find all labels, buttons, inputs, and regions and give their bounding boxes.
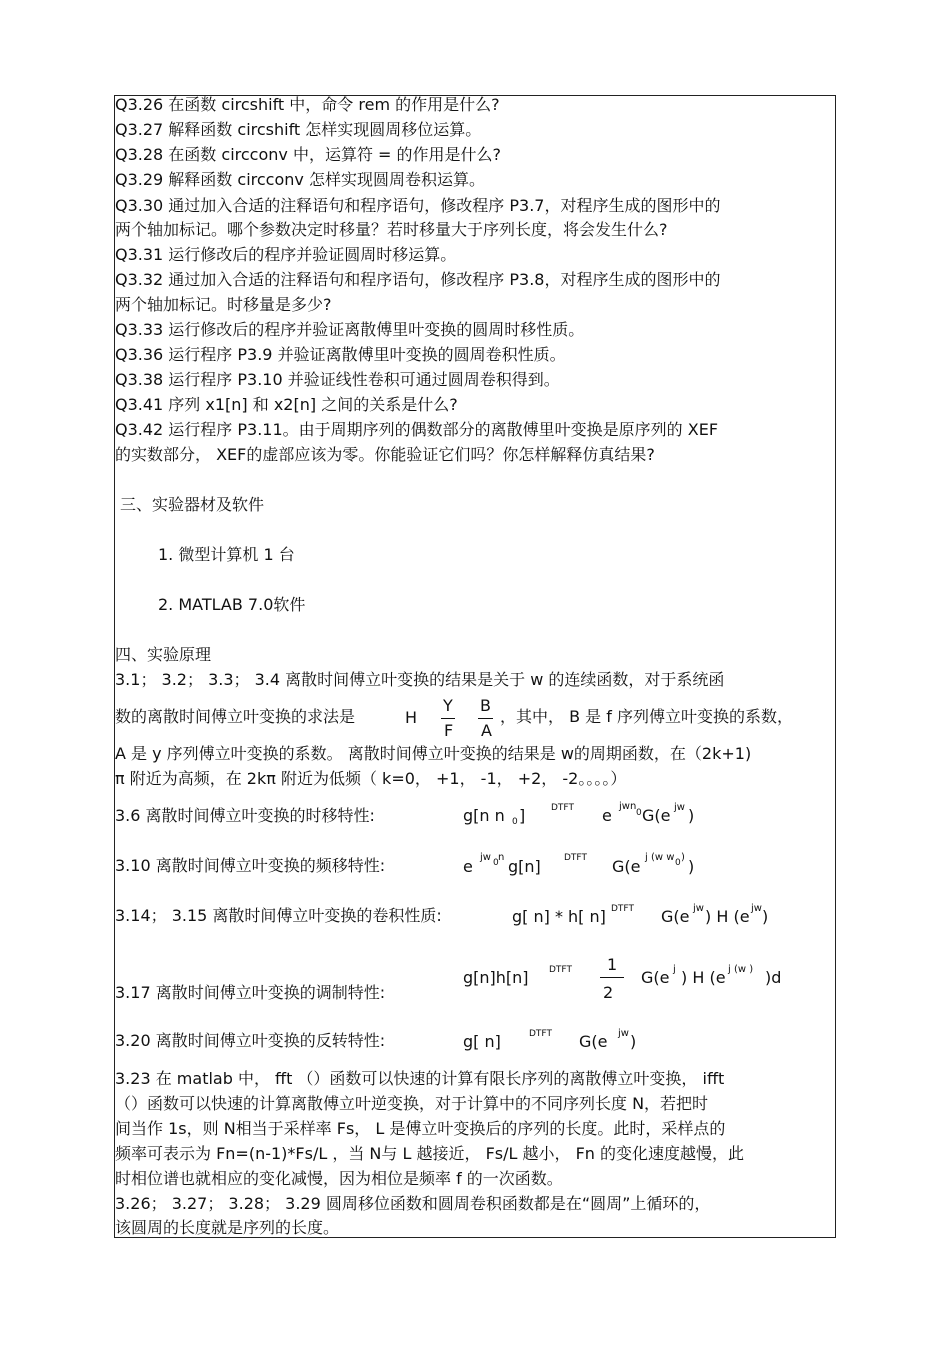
formula-rhs: ) H (e [681, 968, 726, 987]
formula-superscript: jwn [619, 801, 637, 812]
dtft-arrow-label: DTFT [549, 965, 572, 975]
formula-symbol: H [405, 708, 418, 727]
formula-superscript: j [673, 964, 676, 975]
formula-subscript: 0 [512, 817, 518, 827]
formula-lhs: g[n]h[n] [463, 968, 529, 987]
property-label: 3.6 离散时间傅立叶变换的时移特性: [115, 806, 375, 825]
property-label: 3.20 离散时间傅立叶变换的反转特性: [115, 1031, 386, 1050]
property-label: 3.14； 3.15 离散时间傅立叶变换的卷积性质: [115, 906, 442, 925]
formula-superscript: jw [618, 1028, 629, 1039]
paragraph-line: π 附近为高频，在 2kπ 附近为低频（ k=0， +1， -1， +2， -2。。。。） [115, 769, 627, 788]
property-label: 3.17 离散时间傅立叶变换的调制特性: [115, 983, 386, 1002]
dtft-arrow-label: DTFT [611, 904, 634, 914]
formula-rhs: e [602, 806, 612, 825]
content-frame [114, 95, 836, 1238]
formula-numerator: B [480, 696, 491, 715]
question-line: 两个轴加标记。哪个参数决定时移量？若时移量大于序列长度，将会发生什么? [115, 220, 668, 239]
fraction-bar [441, 718, 455, 719]
section-heading: 三、实验器材及软件 [120, 495, 265, 514]
paragraph-line: 3.1； 3.2； 3.3； 3.4 离散时间傅立叶变换的结果是关于 w 的连续函数，对于系统函 [115, 670, 725, 689]
question-line: 两个轴加标记。时移量是多少? [115, 295, 332, 314]
formula-rhs: G(e [641, 968, 670, 987]
formula-rhs: G(e [642, 806, 671, 825]
formula-superscript: ) [681, 852, 685, 863]
formula-superscript: jw [693, 903, 704, 914]
formula-superscript: jw [674, 802, 685, 813]
formula-denominator: A [481, 721, 492, 740]
paragraph-line: （）函数可以快速的计算离散傅立叶逆变换，对于计算中的不同序列长度 N，若把时 [115, 1094, 709, 1113]
paragraph-line: 频率可表示为 Fn=(n-1)*Fs/L ，当 N与 L 越接近， Fs/L 越小， Fn 的变化速度越慢，此 [115, 1144, 745, 1163]
formula-subscript: 0 [493, 858, 499, 868]
question-line: Q3.30 通过加入合适的注释语句和程序语句，修改程序 P3.7，对程序生成的图形中的 [115, 196, 721, 215]
question-line: Q3.31 运行修改后的程序并验证圆周时移运算。 [115, 245, 457, 264]
formula-rhs: ) [762, 907, 769, 926]
question-line: Q3.36 运行程序 P3.9 并验证离散傅里叶变换的圆周卷积性质。 [115, 345, 566, 364]
formula-numerator: Y [443, 696, 453, 715]
paragraph-line: A 是 y 序列傅立叶变换的系数。 离散时间傅立叶变换的结果是 w的周期函数，在（2k+1) [115, 744, 752, 763]
property-label: 3.10 离散时间傅立叶变换的频移特性: [115, 856, 386, 875]
formula-subscript: 0 [675, 858, 681, 868]
formula-rhs: ) H (e [705, 907, 750, 926]
question-line: Q3.42 运行程序 P3.11。由于周期序列的偶数部分的离散傅里叶变换是原序列的 XEF [115, 420, 719, 439]
question-line: Q3.26 在函数 circshift 中，命令 rem 的作用是什么? [115, 95, 500, 114]
paragraph-line: 该圆周的长度就是序列的长度。 [115, 1218, 340, 1237]
paragraph-line: 时相位谱也就相应的变化减慢，因为相位是频率 f 的一次函数。 [115, 1169, 563, 1188]
dtft-arrow-label: DTFT [551, 803, 574, 813]
formula-subscript: 0 [636, 808, 642, 818]
fraction-bar [478, 718, 493, 719]
paragraph-line: 3.26； 3.27； 3.28； 3.29 圆周移位函数和圆周卷积函数都是在“圆周”上循环的， [115, 1194, 711, 1213]
formula-lhs: g[n n [463, 806, 505, 825]
formula-rhs: G(e [661, 907, 690, 926]
list-item: 2. MATLAB 7.0软件 [158, 595, 306, 614]
question-line: 的实数部分， XEF的虚部应该为零。你能验证它们吗？你怎样解释仿真结果? [115, 445, 655, 464]
paragraph-line: 数的离散时间傅立叶变换的求法是 [115, 707, 356, 726]
question-line: Q3.38 运行程序 P3.10 并验证线性卷积可通过圆周卷积得到。 [115, 370, 560, 389]
formula-rhs: ) [630, 1032, 637, 1051]
formula-lhs: e [463, 857, 473, 876]
formula-rhs: G(e [612, 857, 641, 876]
paragraph-line: 3.23 在 matlab 中， fft （）函数可以快速的计算有限长序列的离散傅立叶变换， ifft [115, 1069, 725, 1088]
question-line: Q3.32 通过加入合适的注释语句和程序语句，修改程序 P3.8，对程序生成的图形中的 [115, 270, 721, 289]
formula-bracket: ] [519, 806, 526, 825]
formula-rhs: G(e [579, 1032, 608, 1051]
dtft-arrow-label: DTFT [564, 853, 587, 863]
paragraph-line: ，其中， B 是 f 序列傅立叶变换的系数， [500, 707, 793, 726]
fraction-bar [600, 977, 624, 978]
question-line: Q3.29 解释函数 circconv 怎样实现圆周卷积运算。 [115, 170, 485, 189]
formula-numerator: 1 [607, 955, 618, 974]
formula-superscript: n [498, 852, 505, 863]
formula-rhs: )d [765, 968, 782, 987]
formula-lhs: g[ n] * h[ n] [512, 907, 606, 926]
list-item: 1. 微型计算机 1 台 [158, 545, 295, 564]
formula-superscript: jw [751, 903, 762, 914]
formula-superscript: j (w w [645, 852, 675, 863]
question-line: Q3.28 在函数 circconv 中，运算符 = 的作用是什么? [115, 145, 502, 164]
formula-lhs: g[ n] [463, 1032, 501, 1051]
question-line: Q3.27 解释函数 circshift 怎样实现圆周移位运算。 [115, 120, 482, 139]
question-line: Q3.41 序列 x1[n] 和 x2[n] 之间的关系是什么? [115, 395, 458, 414]
question-line: Q3.33 运行修改后的程序并验证离散傅里叶变换的圆周时移性质。 [115, 320, 585, 339]
formula-denominator: F [444, 721, 454, 740]
formula-lhs: g[n] [508, 857, 541, 876]
formula-rhs: ) [688, 806, 695, 825]
section-heading: 四、实验原理 [115, 645, 212, 664]
formula-denominator: 2 [603, 983, 614, 1002]
formula-rhs: ) [688, 857, 695, 876]
formula-superscript: j (w ) [728, 964, 754, 975]
paragraph-line: 间当作 1s，则 N相当于采样率 Fs， L 是傅立叶变换后的序列的长度。此时，采样点的 [115, 1119, 726, 1138]
formula-superscript: jw [480, 852, 491, 863]
dtft-arrow-label: DTFT [529, 1029, 552, 1039]
